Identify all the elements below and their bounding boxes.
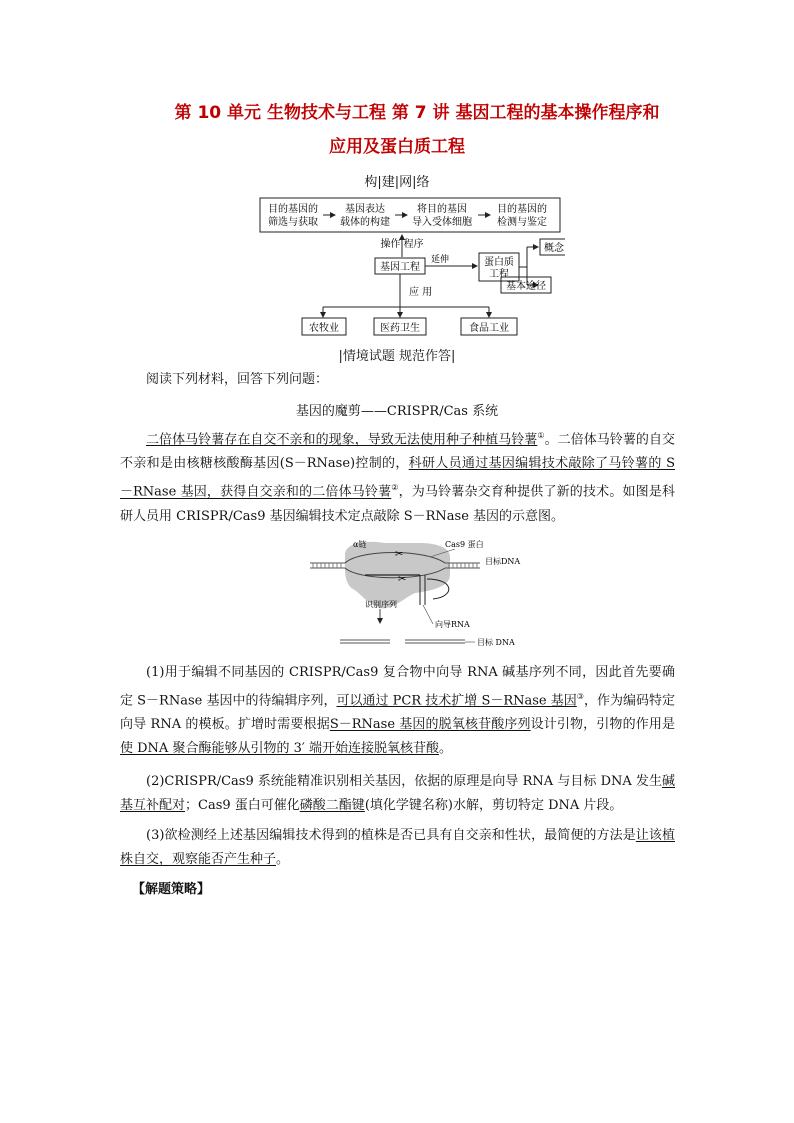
gene-engineering-box: 基因工程	[380, 262, 420, 273]
section-situation-heading: |情境试题 规范作答|	[338, 349, 456, 364]
underline-1: 二倍体马铃薯存在自交不亲和的现象，导致无法使用种子种植马铃薯	[146, 432, 538, 448]
q1-answer-3: 使 DNA 聚合酶能够从引物的 3′ 端开始连接脱氧核苷酸	[120, 741, 439, 757]
q2-answer-1: 碱基互补配对	[120, 774, 675, 813]
material-title: 基因的魔剪——CRISPR/Cas 系统	[295, 404, 499, 419]
strategy-heading: 【解题策略】	[132, 882, 211, 897]
material-paragraph: 二倍体马铃薯存在自交不亲和的现象，导致无法使用种子种植马铃薯①。二倍体马铃薯的自交不亲和是由核糖核酸酶基因(S－RNase)控制的，科研人员通过基因编辑技术敲除了马铃薯的 S－RNase 基因，获得自交亲和的二倍体马铃薯②，为马铃薯杂交育种提供了新的技术。如图是科研人员用 CRISPR/Cas9 基因编辑技术定点敲除 S－RNase 基因的示意图。	[120, 431, 675, 524]
scissors-icon-2: ✂	[398, 574, 407, 585]
q1-answer-1: 可以通过 PCR 技术扩增 S－RNase 基因	[336, 693, 577, 709]
label-alpha-chain: α链	[353, 540, 367, 549]
label-recognition: 识别序列	[365, 600, 397, 609]
application-label: 应 用	[409, 287, 433, 298]
step-3: 将目的基因导入受体细胞	[412, 204, 472, 228]
question-1: (1)用于编辑不同基因的 CRISPR/Cas9 复合物中向导 RNA 碱基序列不同，因此首先要确定 S－RNase 基因中的待编辑序列，可以通过 PCR 技术扩增 S－RNase 基因③，作为编码特定向导 RNA 的模板。扩增时需要根据S－RNase 基因的脱氧核苷酸序列设计引物，引物的作用是使 DNA 聚合酶能够从引物的 3′ 端开始连接脱氧核苷酸。	[120, 665, 675, 757]
label-guide-rna: 向导RNA	[435, 620, 470, 629]
question-3: (3)欲检测经上述基因编辑技术得到的植株是否已具有自交亲和性状，最简便的方法是让该植株自交，观察能否产生种子。	[120, 828, 675, 867]
page-title-line1: 第 10 单元 生物技术与工程 第 7 讲 基因工程的基本操作程序和	[174, 103, 660, 123]
app-medicine: 医药卫生	[380, 323, 420, 334]
basic-pathway-box: 基本途径	[506, 281, 546, 292]
concept-box: 概念	[544, 243, 564, 254]
app-agriculture: 农牧业	[309, 323, 339, 334]
app-food-industry: 食品工业	[469, 323, 509, 334]
q2-answer-2: 磷酸二酯键	[299, 798, 365, 813]
step-2: 基因表达载体的构建	[340, 204, 390, 228]
step-1: 目的基因的筛选与获取	[268, 204, 318, 228]
question-2: (2)CRISPR/Cas9 系统能精准识别相关基因，依据的原理是向导 RNA 与目标 DNA 发生碱基互补配对；Cas9 蛋白可催化磷酸二酯键(填化学键名称)水解，剪切特定 DNA 片段。	[120, 774, 675, 813]
label-target-dna-bottom: 目标 DNA	[477, 638, 515, 647]
crispr-figure	[305, 535, 535, 655]
marker-3: ③	[576, 692, 584, 701]
scissors-icon-1: ✂	[395, 549, 404, 560]
protein-engineering-box: 蛋白质工程	[484, 257, 514, 280]
q1-answer-2: S－RNase 基因的脱氧核苷酸序列	[329, 717, 531, 733]
extend-label: 延伸	[430, 255, 450, 265]
page-title-line2: 应用及蛋白质工程	[329, 137, 465, 157]
step-4: 目的基因的检测与鉴定	[497, 204, 547, 228]
underline-2: 科研人员通过基因编辑技术敲除了马铃薯的 S－RNase 基因，获得自交亲和的二倍体马铃薯	[120, 456, 675, 500]
marker-1: ①	[537, 431, 545, 440]
q3-answer-1: 让该植株自交，观察能否产生种子	[120, 828, 675, 867]
label-target-dna-top: 目标DNA	[485, 557, 521, 566]
section-network-heading: 构|建|网|络	[364, 175, 430, 190]
intro-text: 阅读下列材料，回答下列问题：	[146, 372, 329, 387]
label-cas9: Cas9 蛋白	[445, 540, 484, 549]
concept-map	[255, 195, 565, 340]
operation-label: 操作 程序	[380, 239, 424, 250]
marker-2: ②	[391, 483, 399, 493]
